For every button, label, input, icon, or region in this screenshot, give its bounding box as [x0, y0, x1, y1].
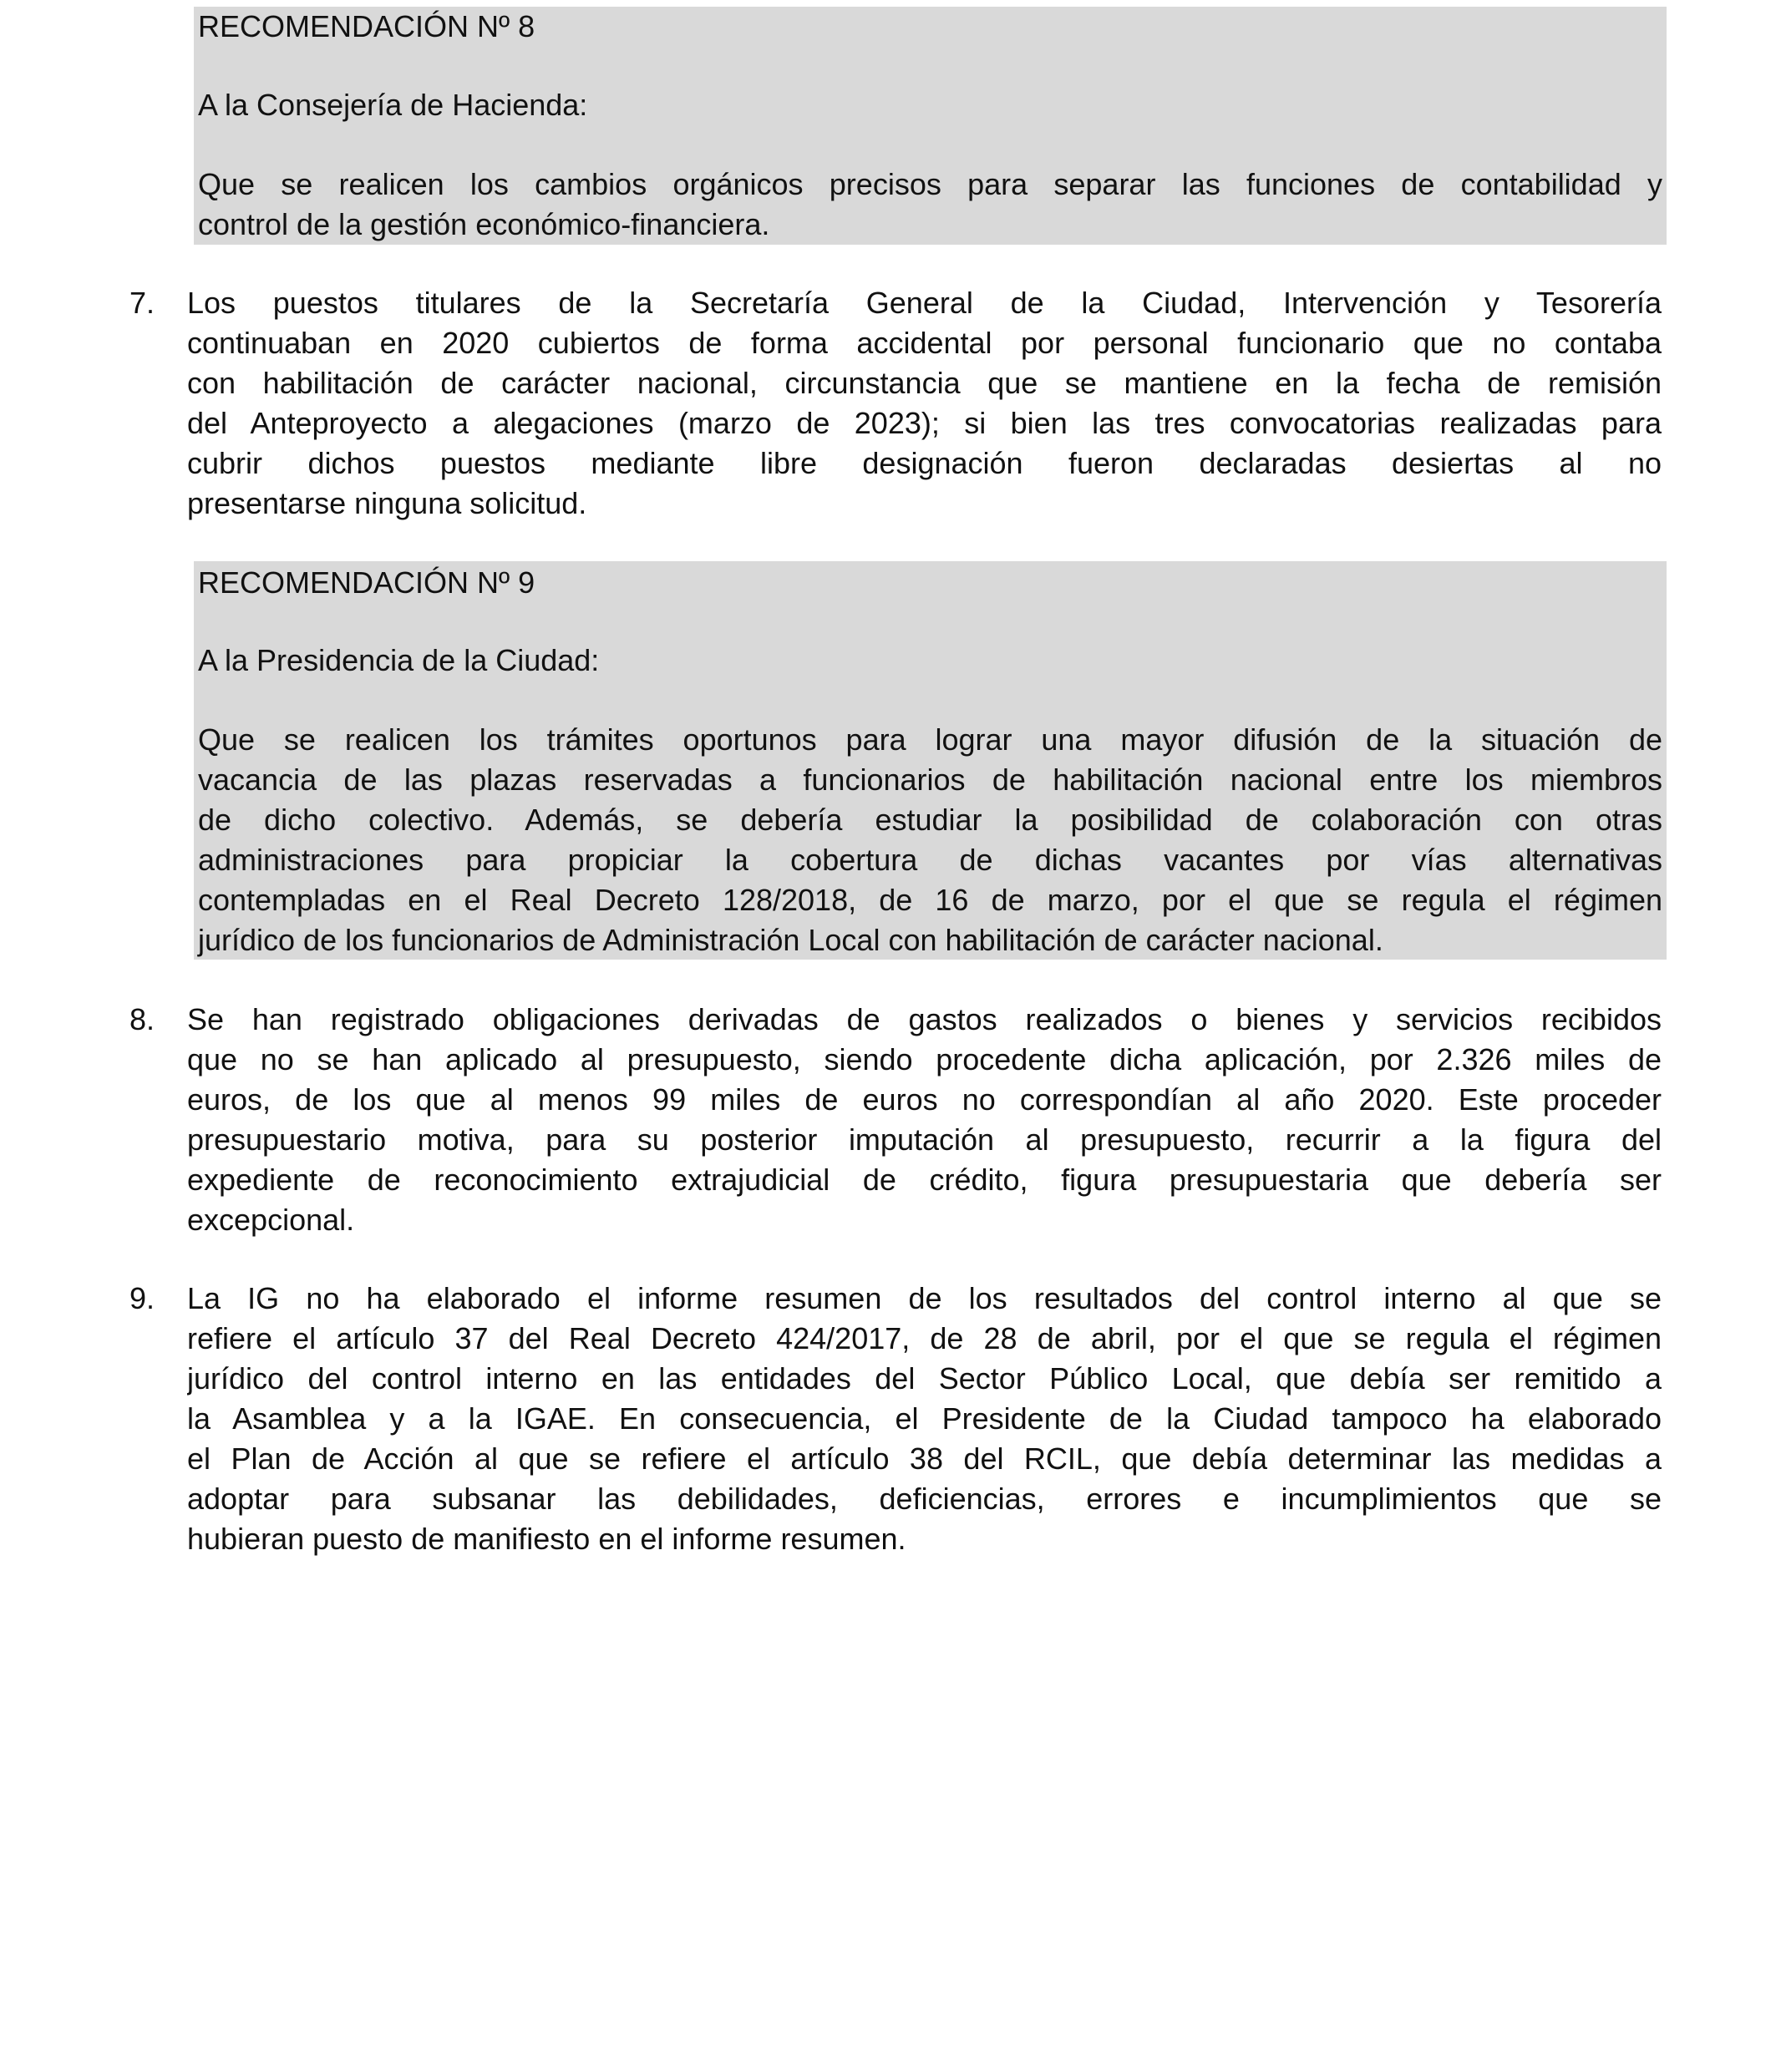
paragraph-line: Los puestos titulares de la Secretaría General de la Ciudad, Intervención y Tesorería [187, 286, 1662, 320]
paragraph-line: que no se han aplicado al presupuesto, siendo procedente dicha aplicación, por 2.326 miles de [187, 1042, 1662, 1077]
recommendation-line: Que se realicen los trámites oportunos para lograr una mayor difusión de la situación de [198, 722, 1662, 757]
paragraph-line: excepcional. [187, 1203, 355, 1237]
paragraph-line: continuaban en 2020 cubiertos de forma accidental por personal funcionario que no contaba [187, 326, 1662, 360]
paragraph-line: expediente de reconocimiento extrajudicial de crédito, figura presupuestaria que debería ser [187, 1163, 1662, 1197]
paragraph-line: adoptar para subsanar las debilidades, deficiencias, errores e incumplimientos que se [187, 1482, 1662, 1516]
paragraph-line: la Asamblea y a la IGAE. En consecuencia, el Presidente de la Ciudad tampoco ha elaborado [187, 1401, 1662, 1436]
recommendation-line: de dicho colectivo. Además, se debería estudiar la posibilidad de colaboración con otras [198, 803, 1662, 837]
paragraph-line: presentarse ninguna solicitud. [187, 486, 587, 520]
paragraph-line: del Anteproyecto a alegaciones (marzo de 2023); si bien las tres convocatorias realizadas para [187, 406, 1662, 440]
paragraph-line: La IG no ha elaborado el informe resumen de los resultados del control interno al que se [187, 1281, 1662, 1315]
paragraph-line: jurídico del control interno en las entidades del Sector Público Local, que debía ser remitido a [187, 1361, 1662, 1396]
finding-9 [129, 1279, 1662, 1559]
paragraph-line: cubrir dichos puestos mediante libre designación fueron declaradas desiertas al no [187, 446, 1662, 480]
paragraph-line: euros, de los que al menos 99 miles de euros no correspondían al año 2020. Este proceder [187, 1082, 1662, 1117]
list-number: 7. [129, 286, 155, 320]
paragraph-line: presupuestario motiva, para su posterior imputación al presupuesto, recurrir a la figura del [187, 1122, 1662, 1157]
recommendation-title: RECOMENDACIÓN Nº 9 [198, 565, 535, 600]
finding-7 [129, 283, 1662, 524]
recommendation-addressee: A la Presidencia de la Ciudad: [198, 643, 600, 677]
recommendation-8-box [194, 7, 1667, 245]
recommendation-line: jurídico de los funcionarios de Administración Local con habilitación de carácter nacional. [198, 923, 1383, 957]
recommendation-line: administraciones para propiciar la cobertura de dichas vacantes por vías alternativas [198, 843, 1662, 877]
list-number: 8. [129, 1002, 155, 1036]
recommendation-addressee: A la Consejería de Hacienda: [198, 88, 588, 122]
finding-8 [129, 1000, 1662, 1240]
recommendation-line: vacancia de las plazas reservadas a funcionarios de habilitación nacional entre los miembros [198, 762, 1662, 797]
recommendation-line: control de la gestión económico-financiera. [198, 207, 770, 241]
paragraph-line: con habilitación de carácter nacional, circunstancia que se mantiene en la fecha de remisión [187, 366, 1662, 400]
paragraph-line: hubieran puesto de manifiesto en el informe resumen. [187, 1522, 906, 1556]
paragraph-line: refiere el artículo 37 del Real Decreto 424/2017, de 28 de abril, por el que se regula el régimen [187, 1321, 1662, 1355]
recommendation-line: contempladas en el Real Decreto 128/2018, de 16 de marzo, por el que se regula el régimen [198, 883, 1662, 917]
list-number: 9. [129, 1281, 155, 1315]
recommendation-line: Que se realicen los cambios orgánicos precisos para separar las funciones de contabilidad y [198, 167, 1662, 201]
paragraph-line: Se han registrado obligaciones derivadas de gastos realizados o bienes y servicios recibidos [187, 1002, 1662, 1036]
paragraph-line: el Plan de Acción al que se refiere el artículo 38 del RCIL, que debía determinar las medidas a [187, 1441, 1662, 1476]
recommendation-9-box [194, 561, 1667, 960]
recommendation-title: RECOMENDACIÓN Nº 8 [198, 9, 535, 43]
